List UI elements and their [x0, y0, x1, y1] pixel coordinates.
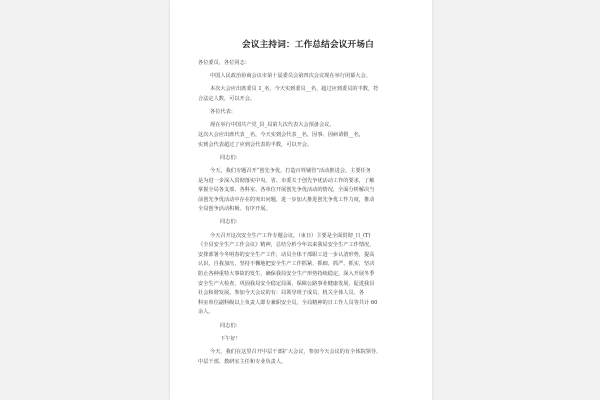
text-line: 现在举行中国共产党_县_局第九次代表大会预备会议。	[210, 122, 335, 129]
text-line: 同志们：	[220, 154, 241, 161]
paragraph	[198, 154, 418, 164]
text-line: 合法定人数，可以开会。	[198, 95, 256, 102]
text-line: 这次大会应出席代表__名，今天实到会代表__名，因事、因病请假__名，	[198, 131, 365, 138]
paragraph	[198, 232, 418, 318]
paragraph	[198, 167, 418, 215]
text-line: 社会和谐发展。参加今天会议的有：局领导班子成员、机关全体人员、各	[198, 290, 365, 297]
text-line: 认识，自我加压，坚持不懈地把安全生产工作抓紧、抓细、抓严、抓实，坚决	[198, 261, 375, 268]
text-line: 今天，我们在这里召开中层干部扩大会议，参加今天会议的有全体院领导、	[210, 348, 382, 355]
text-line: 防止各种重特大事故的发生，确保我局安全生产形势持续稳定，深入开展冬季	[198, 271, 375, 278]
paragraph	[198, 335, 418, 345]
paragraph	[198, 59, 418, 69]
text-line: 中国人民政治协商会议市第十届委员会第四次会议现在举行闭幕大会。	[210, 73, 371, 80]
paragraph	[198, 218, 418, 228]
text-line: 同志们：	[220, 322, 241, 329]
text-line: 全局创争活动积极、有序开展。	[198, 206, 271, 213]
text-line: 各位委员、各位同志：	[198, 60, 250, 66]
text-line: 前创先争优活动中存在的突出问题，进一步加大推进创先争优工作力度，推动	[198, 196, 375, 203]
paragraph	[198, 121, 418, 150]
text-line: 安全生产大检查，巩固我局安全稳定局面，保障公路事业健康发展，促进我县	[198, 280, 375, 287]
text-line: 余人。	[198, 309, 214, 316]
text-line: 中层干部、教研室主任和专业负责人。	[198, 358, 287, 365]
text-line: 今天，我们专题召开“创先争优，打造百姓铺管”活动推进会，主要任务	[210, 167, 371, 174]
text-line: 科室单位副科级以上负责人即专兼职安全员，全局精神的日工作人员等共计 60	[198, 299, 378, 306]
text-line: 安排部署今冬明春的安全生产工作，动员全体干部职工进一步认清形势，提高	[198, 251, 375, 258]
paragraph	[198, 348, 418, 367]
text-line: 下午好！	[220, 335, 241, 342]
text-line: 实到会代表超过了应到会代表的半数，可以开会。	[198, 141, 313, 148]
text-line: 同志们：	[220, 219, 241, 226]
paragraph	[198, 108, 418, 118]
document-title: 会议主持词：工作总结会议开场白	[242, 40, 374, 50]
paragraph	[198, 322, 418, 332]
text-line: 《全县安全生产工作会议》精神，总结分析今年以来我局安全生产工作情况，	[198, 242, 375, 249]
paragraph	[198, 85, 418, 104]
paragraph	[198, 72, 418, 82]
document-page	[170, 0, 432, 400]
text-line: 本次大会应出席委员 1_名，今天实到委员__名，超过应到委员的半数，符	[210, 86, 379, 93]
text-line: 掌握全局各支部、各科室、各单位开展创先争优活动的情况，全面分析解决当	[198, 187, 375, 194]
text-line: 是为进一步深入贯彻落实中央、省、市委关于创先争优活动工作的要求，了解	[198, 177, 375, 184]
document-body	[198, 59, 418, 367]
text-line: 今天召开这次安全生产工作专题会议，（束日）主要是全面贯彻_日_(T)	[210, 232, 371, 239]
text-line: 各位代表：	[210, 109, 236, 116]
